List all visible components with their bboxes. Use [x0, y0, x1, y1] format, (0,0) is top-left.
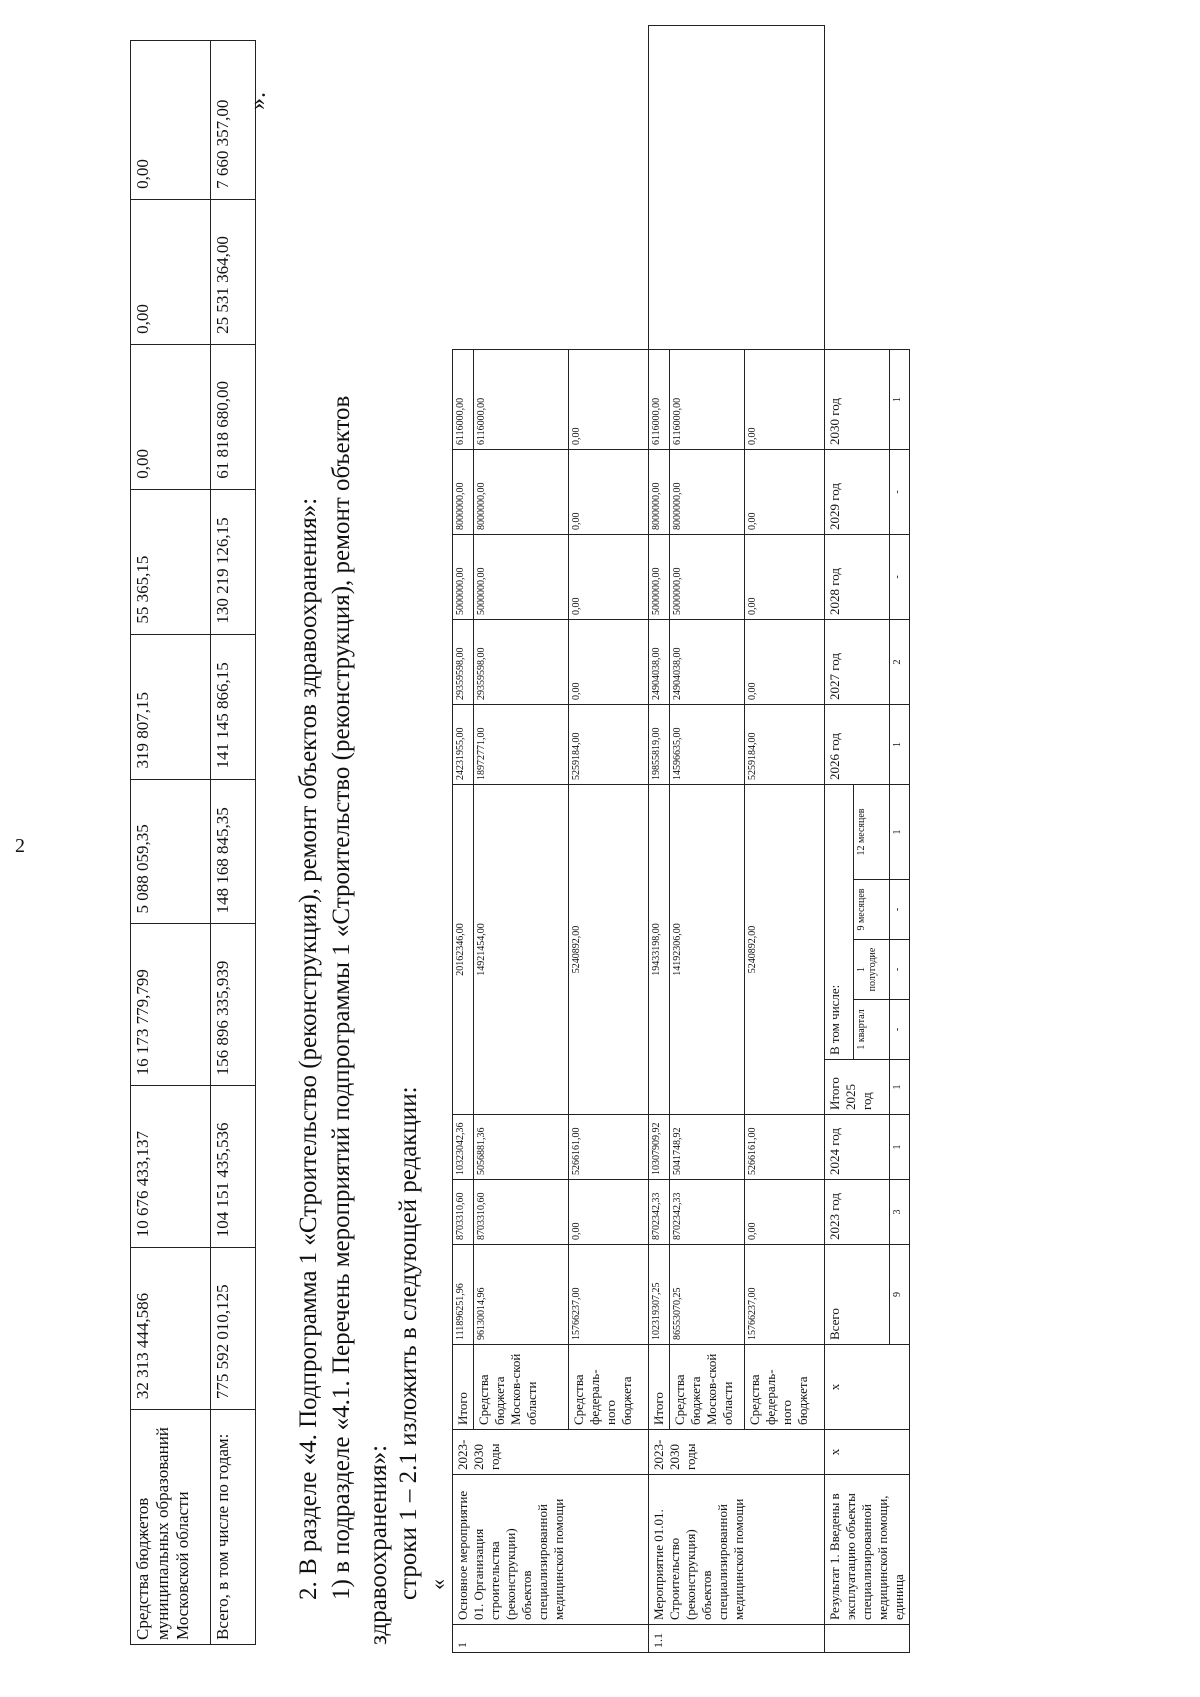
source-label: Средства бюджета Москов-ской области	[474, 1345, 569, 1430]
value-cell: 5259184,00	[569, 704, 649, 784]
table-row	[649, 26, 670, 1653]
summary-cell: 156 896 335,939	[211, 924, 256, 1086]
value-cell: 0,00	[745, 449, 825, 534]
value-cell: -	[890, 534, 910, 619]
value-cell: 5000000,00	[670, 534, 745, 619]
value-cell: 5240892,00	[569, 784, 649, 1114]
value-cell: 1	[890, 704, 910, 784]
source-label: Итого	[649, 1345, 670, 1430]
summary-cell: 10 676 433,137	[131, 1086, 211, 1248]
value-cell: 5000000,00	[474, 534, 569, 619]
value-cell: 1	[890, 349, 910, 449]
summary-row-municipal	[131, 41, 211, 1645]
summary-cell: 775 592 010,125	[211, 1248, 256, 1410]
value-cell: 24904038,00	[649, 619, 670, 704]
source-label: Средства федераль-ного бюджета	[569, 1345, 649, 1430]
header-2027: 2027 год	[825, 619, 890, 704]
value-cell: 5266161,00	[569, 1115, 649, 1180]
value-cell: 19433198,00	[649, 784, 670, 1114]
header-2029: 2029 год	[825, 449, 890, 534]
value-cell: 1	[890, 1115, 910, 1180]
summary-cell: 0,00	[131, 199, 211, 344]
value-cell: 5041748,92	[670, 1115, 745, 1180]
value-cell: -	[890, 1000, 910, 1060]
summary-cell: 104 151 435,536	[211, 1086, 256, 1248]
value-cell: 6116000,00	[670, 349, 745, 449]
measure-name: Мероприятие 01.01. Строительство (реконструкция) объектов специализированной медицинской помощи	[649, 1475, 825, 1625]
row-number: 1	[453, 1625, 649, 1653]
value-cell: 8000000,00	[453, 449, 474, 534]
header-2024: 2024 год	[825, 1115, 890, 1180]
header-2026: 2026 год	[825, 704, 890, 784]
result-name: Результат 1. Введены в эксплуатацию объекты специализированной медицинской помощи, единица	[825, 1475, 910, 1625]
measure-period: 2023-2030 годы	[453, 1430, 649, 1475]
value-cell: 20162346,00	[453, 784, 474, 1114]
value-cell: 8000000,00	[649, 449, 670, 534]
rotated-page	[60, 25, 1190, 1675]
measure-name: Основное мероприятие 01. Организация строительства (реконструкции) объектов специализированной медицинской помощи	[453, 1475, 649, 1625]
header-including: В том числе:	[825, 784, 854, 1059]
header-2030: 2030 год	[825, 349, 890, 449]
value-cell: 24904038,00	[670, 619, 745, 704]
value-cell: 8000000,00	[474, 449, 569, 534]
value-cell: 1	[890, 784, 910, 879]
summary-cell: 16 173 779,799	[131, 924, 211, 1086]
summary-cell: 319 807,15	[131, 634, 211, 779]
value-cell: 5240892,00	[745, 784, 825, 1114]
summary-label: Средства бюджетов муниципальных образований Московской области	[131, 1410, 211, 1645]
value-cell: 8703310,60	[474, 1180, 569, 1245]
value-cell: 0,00	[569, 619, 649, 704]
header-9m: 9 месяцев	[853, 880, 890, 940]
header-q1: 1 квартал	[853, 1000, 890, 1060]
summary-cell: 141 145 866,15	[211, 634, 256, 779]
executor	[649, 26, 825, 350]
source-label: Средства бюджета Москов-ской области	[670, 1345, 745, 1430]
value-cell: 86553070,25	[670, 1245, 745, 1345]
value-cell: 0,00	[745, 534, 825, 619]
value-cell: 8702342,33	[649, 1180, 670, 1245]
value-cell: 14921454,00	[474, 784, 569, 1114]
value-cell: 18972771,00	[474, 704, 569, 784]
value-cell: 0,00	[569, 349, 649, 449]
value-cell: 15766237,00	[745, 1245, 825, 1345]
paragraph-continuation: здравоохранения»:	[365, 1444, 392, 1645]
result-period: х	[825, 1430, 910, 1475]
summary-table	[130, 40, 256, 1645]
measures-table	[452, 25, 910, 1653]
value-cell: 19855819,00	[649, 704, 670, 784]
value-cell: 29359598,00	[453, 619, 474, 704]
summary-row-total	[211, 41, 256, 1645]
table-row	[474, 26, 569, 1653]
value-cell: 10323042,36	[453, 1115, 474, 1180]
measure-period: 2023-2030 годы	[649, 1430, 825, 1475]
value-cell: 5056881,36	[474, 1115, 569, 1180]
value-cell: 3	[890, 1180, 910, 1245]
summary-cell: 55 365,15	[131, 489, 211, 634]
summary-cell: 5 088 059,35	[131, 779, 211, 924]
value-cell: 5266161,00	[745, 1115, 825, 1180]
header-h1: 1 полугодие	[853, 940, 890, 1000]
value-cell: 1	[890, 1060, 910, 1115]
value-cell: 8000000,00	[670, 449, 745, 534]
summary-cell: 7 660 357,00	[211, 41, 256, 200]
source-label: Итого	[453, 1345, 474, 1430]
closing-quote: ».	[245, 92, 271, 110]
value-cell: 0,00	[569, 449, 649, 534]
page-number: 2	[15, 835, 25, 857]
value-cell: 0,00	[569, 1180, 649, 1245]
header-total: Всего	[825, 1245, 890, 1345]
summary-cell: 148 168 845,35	[211, 779, 256, 924]
header-12m: 12 месяцев	[853, 784, 890, 879]
value-cell: 15766237,00	[569, 1245, 649, 1345]
source-label: Средства федераль-ного бюджета	[745, 1345, 825, 1430]
row-number: 1.1	[649, 1625, 825, 1653]
summary-cell: 0,00	[131, 41, 211, 200]
paragraph-instruction: строки 1 – 2.1 изложить в следующей редакции:	[395, 1086, 422, 1600]
value-cell: -	[890, 880, 910, 940]
summary-cell: 61 818 680,00	[211, 344, 256, 489]
value-cell: 8703310,60	[453, 1180, 474, 1245]
value-cell: 10307909,92	[649, 1115, 670, 1180]
summary-label: Всего, в том числе по годам:	[211, 1410, 256, 1645]
summary-cell: 32 313 444,586	[131, 1248, 211, 1410]
value-cell: -	[890, 940, 910, 1000]
value-cell: 0,00	[745, 349, 825, 449]
header-2023: 2023 год	[825, 1180, 890, 1245]
value-cell: 5000000,00	[453, 534, 474, 619]
table-row	[453, 26, 474, 1653]
value-cell: 96130014,96	[474, 1245, 569, 1345]
value-cell: 111896251,96	[453, 1245, 474, 1345]
value-cell: 9	[890, 1245, 910, 1345]
value-cell: 5259184,00	[745, 704, 825, 784]
header-2028: 2028 год	[825, 534, 890, 619]
value-cell: 14596635,00	[670, 704, 745, 784]
value-cell: 0,00	[745, 1180, 825, 1245]
value-cell: 6116000,00	[453, 349, 474, 449]
paragraph-subsection: 1) в подразделе «4.1. Перечень мероприятий подпрограммы 1 «Строительство (реконструкция), ремонт объектов	[328, 395, 355, 1600]
value-cell: 14192306,00	[670, 784, 745, 1114]
summary-cell: 25 531 364,00	[211, 199, 256, 344]
value-cell: 6116000,00	[649, 349, 670, 449]
summary-cell: 0,00	[131, 344, 211, 489]
value-cell: 24231955,00	[453, 704, 474, 784]
value-cell: 8702342,33	[670, 1180, 745, 1245]
table-row	[569, 26, 649, 1653]
value-cell: 29359598,00	[474, 619, 569, 704]
value-cell: 6116000,00	[474, 349, 569, 449]
value-cell: 102319307,25	[649, 1245, 670, 1345]
result-source: х	[825, 1345, 910, 1430]
result-header-row	[825, 26, 854, 1653]
value-cell: 0,00	[569, 534, 649, 619]
value-cell: 5000000,00	[649, 534, 670, 619]
value-cell: -	[890, 449, 910, 534]
summary-cell: 130 219 126,15	[211, 489, 256, 634]
row-number	[825, 1625, 910, 1653]
open-quote: «	[425, 1579, 450, 1590]
value-cell: 2	[890, 619, 910, 704]
paragraph-section: 2. В разделе «4. Подпрограмма 1 «Строительство (реконструкция), ремонт объектов здравоохранения»:	[295, 497, 322, 1600]
header-2025: Итого 2025 год	[825, 1060, 890, 1115]
value-cell: 0,00	[745, 619, 825, 704]
